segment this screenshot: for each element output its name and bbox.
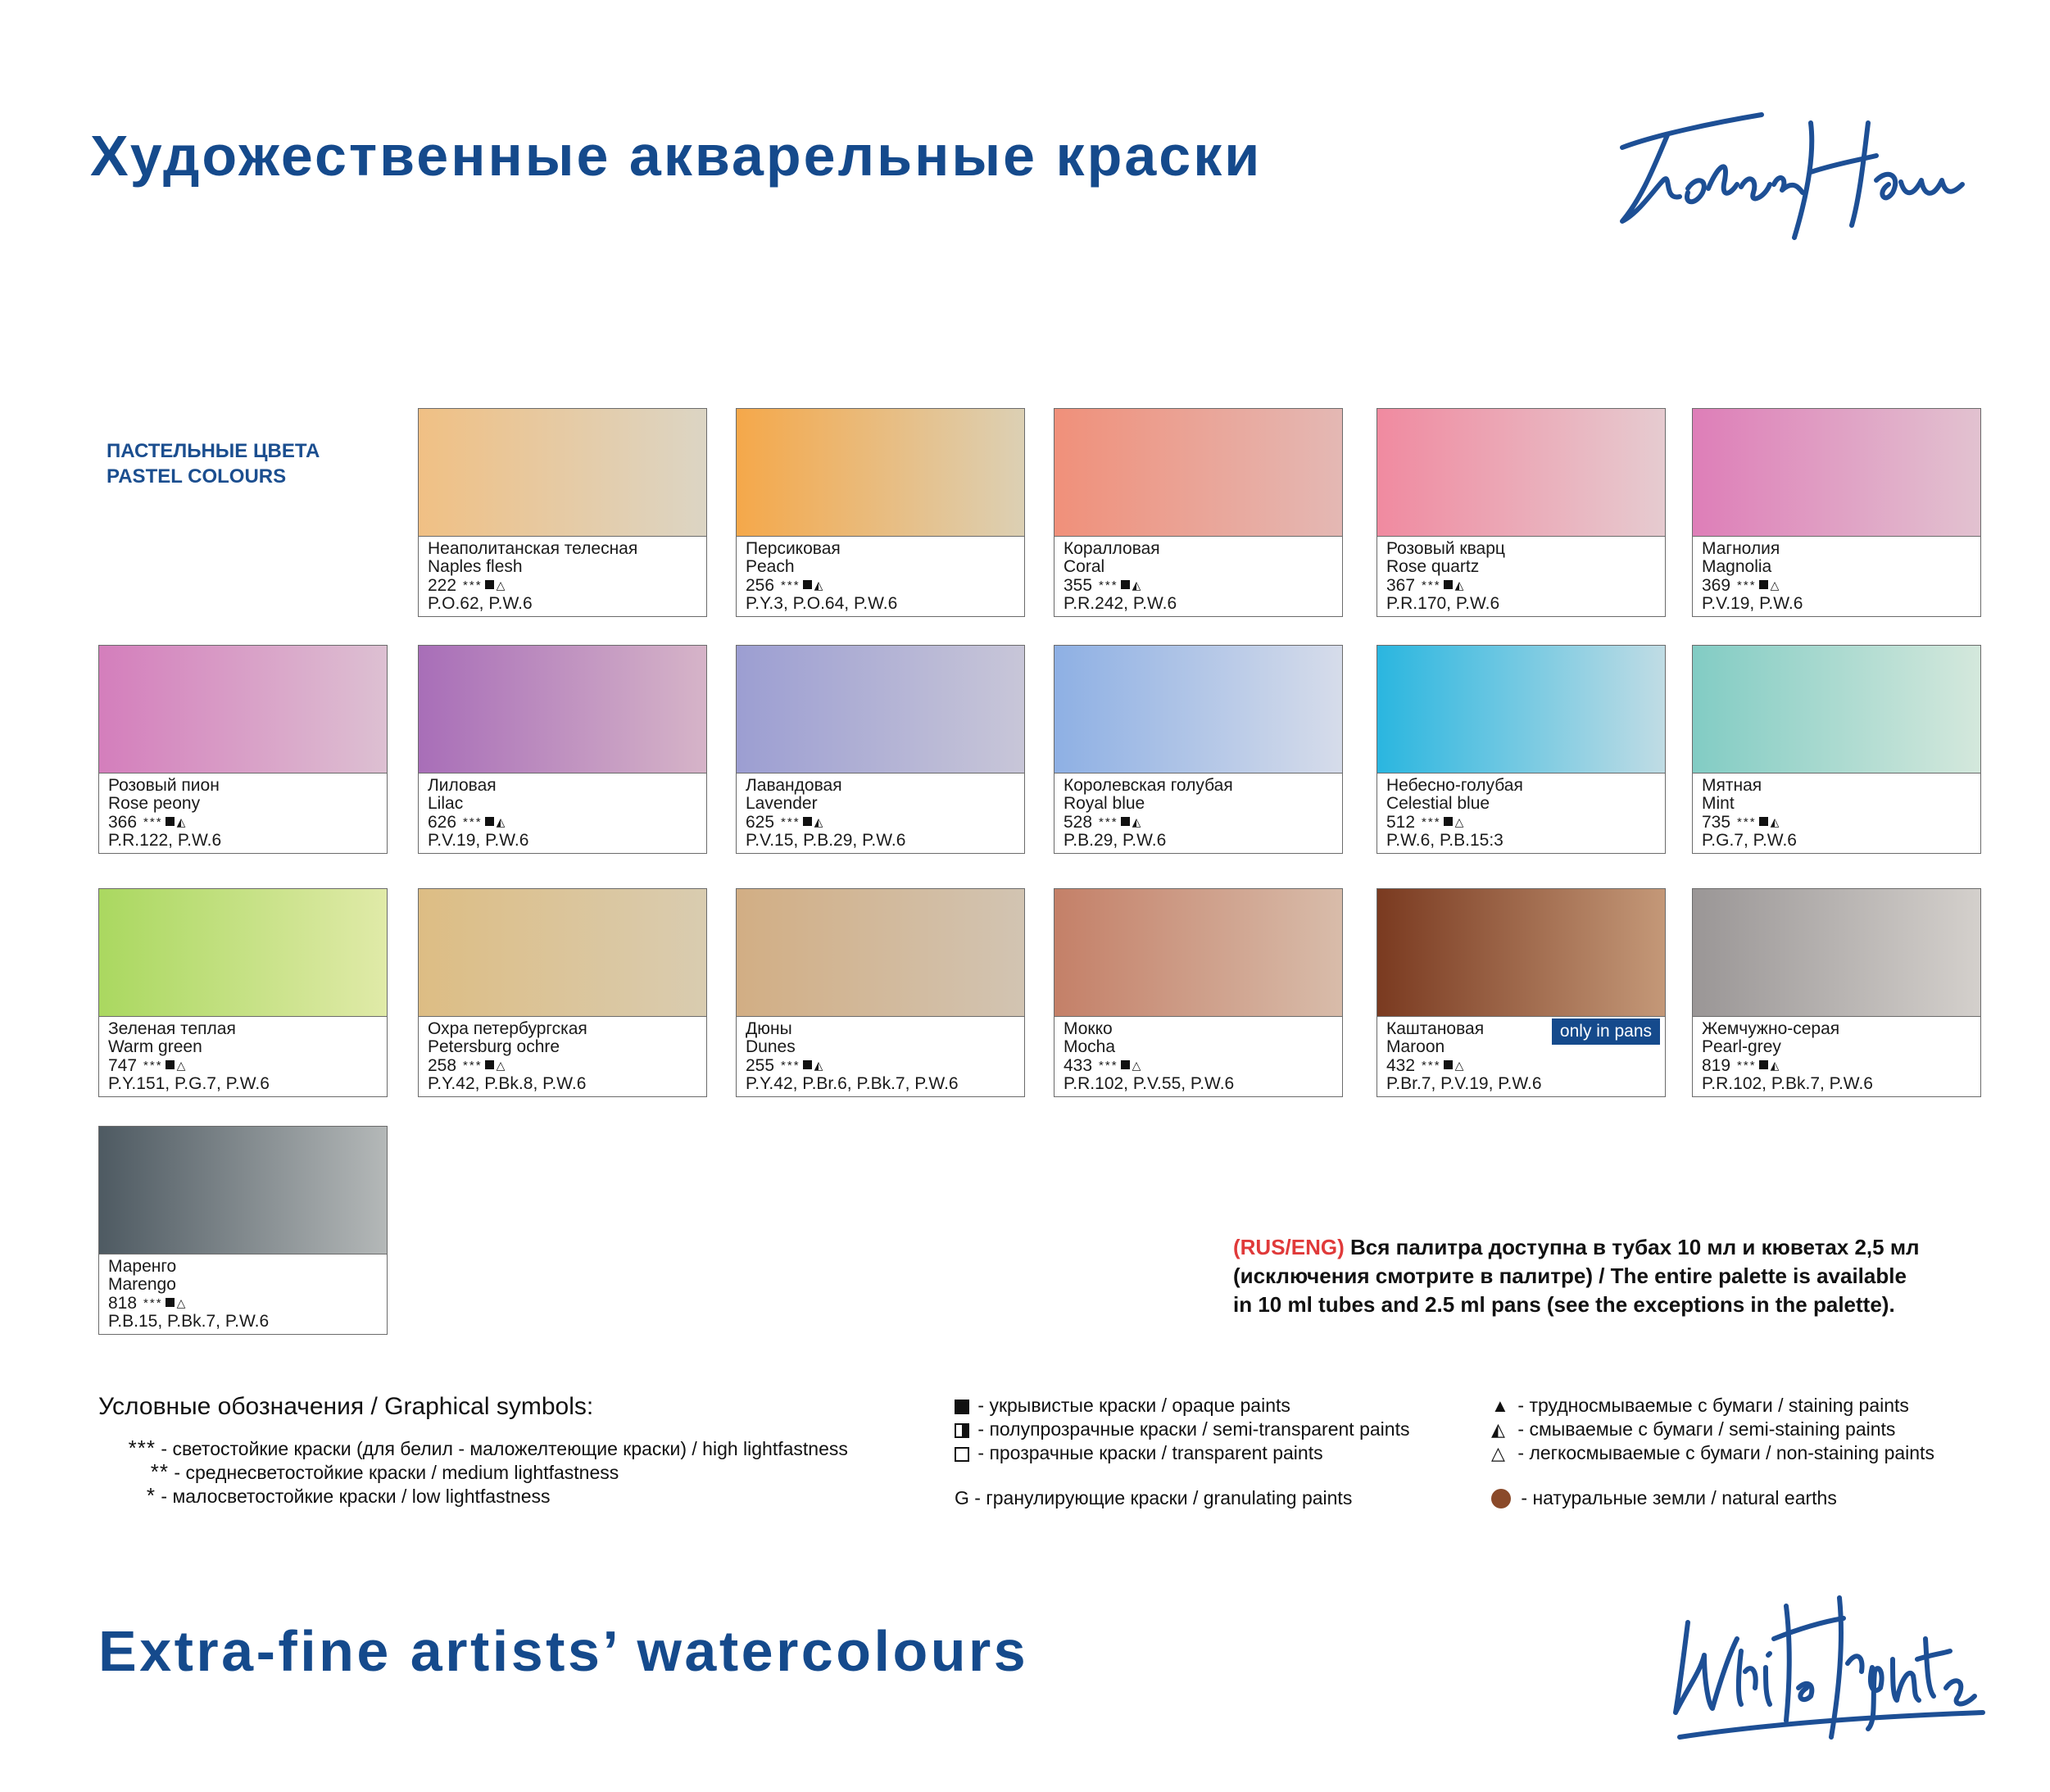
paint-code: 512 (1386, 813, 1416, 832)
lightfastness-stars-icon: *** (463, 815, 483, 829)
legend-lightfastness-high (115, 1436, 848, 1461)
paint-pigments: P.Y.151, P.G.7, P.W.6 (108, 1075, 270, 1093)
lightfastness-stars-icon: *** (1737, 1059, 1757, 1073)
paint-name-ru: Охра петербургская (428, 1020, 587, 1038)
color-swatch-paint (1054, 889, 1342, 1017)
color-swatch-paint (1693, 646, 1980, 774)
paint-code: 255 (746, 1056, 775, 1075)
paint-name-ru: Небесно-голубая (1386, 777, 1523, 795)
opaque-square-icon (485, 817, 494, 826)
paint-name-en: Mocha (1064, 1038, 1116, 1056)
paint-pigments: P.B.15, P.Bk.7, P.W.6 (108, 1313, 270, 1331)
paint-pigments: P.Y.3, P.O.64, P.W.6 (746, 595, 898, 613)
swatch-info (428, 540, 701, 613)
swatch-info (1064, 1020, 1337, 1093)
transparent-square-icon (955, 1447, 969, 1462)
non-staining-triangle-icon: △ (1454, 1059, 1466, 1072)
legend-text: - светостойкие краски (для белил - маложелтеющие краски) / high lightfastness (156, 1438, 848, 1459)
color-swatch-card (1376, 888, 1666, 1097)
lightfastness-stars-icon: *** (1422, 578, 1441, 592)
paint-name-en: Coral (1064, 558, 1105, 576)
paint-pigments: P.R.170, P.W.6 (1386, 595, 1500, 613)
paint-pigments: P.R.242, P.W.6 (1064, 595, 1177, 613)
legend-natural-earths (1491, 1487, 1837, 1509)
paint-pigments: P.R.102, P.V.55, P.W.6 (1064, 1075, 1235, 1093)
non-staining-triangle-icon: △ (176, 1296, 188, 1309)
paint-code: 735 (1702, 813, 1731, 832)
color-swatch-paint (99, 1127, 387, 1254)
paint-name-en: Mint (1702, 795, 1735, 813)
color-swatch-paint (419, 889, 706, 1017)
paint-pigments: P.Y.42, P.Bk.8, P.W.6 (428, 1075, 587, 1093)
lightfastness-stars-icon: *** (463, 1059, 483, 1073)
semi-staining-triangle-icon: ◭ (1454, 578, 1466, 592)
paint-name-en: Rose quartz (1386, 558, 1480, 576)
color-swatch-card (1692, 408, 1981, 617)
legend-text: - укрывистые краски / opaque paints (973, 1395, 1290, 1416)
color-swatch-card (98, 888, 388, 1097)
swatch-info (1386, 540, 1660, 613)
paint-name-en: Pearl-grey (1702, 1038, 1781, 1056)
paint-code: 367 (1386, 576, 1416, 595)
semi-staining-triangle-icon: ◭ (1770, 1059, 1781, 1072)
swatch-info (746, 540, 1019, 613)
color-swatch-paint (1377, 409, 1665, 537)
paint-symbols (463, 1056, 506, 1075)
opaque-square-icon (1759, 580, 1768, 589)
paint-name-ru: Лиловая (428, 777, 497, 795)
opaque-square-icon (803, 817, 812, 826)
swatch-info (1064, 777, 1337, 850)
lightfastness-stars-icon: *** (463, 578, 483, 592)
color-swatch-card (1376, 408, 1666, 617)
color-swatch-card (736, 408, 1025, 617)
legend-lightfastness-medium (115, 1459, 619, 1485)
color-swatch-paint (1377, 646, 1665, 774)
swatch-info (1064, 540, 1337, 613)
paint-name-ru: Розовый пион (108, 777, 220, 795)
brand-signature-logo-ru (1606, 90, 1966, 254)
paint-name-ru: Мокко (1064, 1020, 1113, 1038)
non-staining-triangle-icon: △ (1454, 815, 1466, 828)
paint-symbols (143, 813, 187, 832)
opaque-square-icon (955, 1400, 969, 1414)
paint-code: 355 (1064, 576, 1093, 595)
swatch-info (746, 777, 1019, 850)
paint-name-ru: Жемчужно-серая (1702, 1020, 1840, 1038)
legend-text: гранулирующие краски / granulating paints (980, 1487, 1353, 1508)
opaque-square-icon (1444, 1060, 1453, 1069)
lightfastness-stars-icon: *** (143, 1059, 163, 1073)
page-title-en: Extra-fine artists’ watercolours (98, 1619, 1029, 1683)
non-staining-triangle-icon: △ (1132, 1059, 1143, 1072)
semi-staining-triangle-icon: ◭ (1491, 1419, 1505, 1440)
lightfastness-stars-icon: *** (1422, 1059, 1441, 1073)
semi-staining-triangle-icon: ◭ (1132, 578, 1143, 592)
paint-code: 432 (1386, 1056, 1416, 1075)
legend-text: - малосветостойкие краски / low lightfastness (156, 1486, 551, 1507)
lightfastness-stars-icon: *** (1422, 815, 1441, 829)
semi-staining-triangle-icon: ◭ (814, 1059, 825, 1072)
paint-code-row (108, 1056, 382, 1075)
swatch-info (108, 777, 382, 850)
opaque-square-icon (1759, 817, 1768, 826)
paint-name-ru: Мятная (1702, 777, 1762, 795)
legend-semi-staining (1491, 1418, 1895, 1440)
opaque-square-icon (1121, 580, 1130, 589)
paint-code: 626 (428, 813, 457, 832)
opaque-square-icon (1759, 1060, 1768, 1069)
opaque-square-icon (1121, 817, 1130, 826)
paint-code-row (1064, 813, 1337, 832)
semi-staining-triangle-icon: ◭ (176, 815, 188, 828)
paint-name-en: Lavender (746, 795, 818, 813)
paint-code-row (1386, 576, 1660, 595)
paint-symbols (1737, 576, 1780, 595)
color-swatch-card (98, 1126, 388, 1335)
paint-code-row (108, 1294, 382, 1313)
legend-text: - смываемые с бумаги / semi-staining paints (1513, 1418, 1896, 1440)
lightfastness-stars-icon: *** (1737, 578, 1757, 592)
color-swatch-card (736, 645, 1025, 854)
swatch-info (108, 1020, 382, 1093)
lightfastness-stars-icon: *** (1099, 578, 1118, 592)
paint-code: 819 (1702, 1056, 1731, 1075)
paint-symbols (143, 1294, 187, 1313)
paint-code: 625 (746, 813, 775, 832)
semi-transparent-square-icon (955, 1423, 969, 1438)
paint-code: 747 (108, 1056, 138, 1075)
paint-code: 433 (1064, 1056, 1093, 1075)
paint-code-row (746, 576, 1019, 595)
semi-staining-triangle-icon: ◭ (496, 815, 507, 828)
paint-symbols (1737, 813, 1780, 832)
color-swatch-card (1376, 645, 1666, 854)
opaque-square-icon (485, 580, 494, 589)
swatch-info (1386, 777, 1660, 850)
natural-earth-dot-icon (1491, 1489, 1511, 1508)
paint-pigments: P.W.6, P.B.15:3 (1386, 832, 1503, 850)
paint-code: 818 (108, 1294, 138, 1313)
paint-pigments: P.R.102, P.Bk.7, P.W.6 (1702, 1075, 1873, 1093)
paint-symbols (1737, 1056, 1780, 1075)
color-swatch-card (736, 888, 1025, 1097)
swatch-info (428, 777, 701, 850)
lightfastness-stars-icon: *** (1099, 1059, 1118, 1073)
color-swatch-paint (737, 409, 1024, 537)
opaque-square-icon (485, 1060, 494, 1069)
color-swatch-paint (737, 646, 1024, 774)
legend-lightfastness-low (115, 1483, 551, 1508)
paint-symbols (781, 576, 824, 595)
color-swatch-paint (1054, 646, 1342, 774)
paint-symbols (1422, 576, 1465, 595)
lightfastness-stars-icon: *** (781, 1059, 800, 1073)
paint-code-row (1702, 576, 1975, 595)
swatch-info (428, 1020, 701, 1093)
semi-staining-triangle-icon: ◭ (1770, 815, 1781, 828)
paint-name-ru: Маренго (108, 1258, 177, 1276)
paint-name-en: Naples flesh (428, 558, 523, 576)
color-swatch-card (1692, 645, 1981, 854)
color-swatch-card (1054, 645, 1343, 854)
paint-code-row (1386, 1056, 1660, 1075)
paint-symbols (1099, 576, 1142, 595)
semi-staining-triangle-icon: ◭ (1132, 815, 1143, 828)
swatch-info (1702, 777, 1975, 850)
legend-text: - легкосмываемые с бумаги / non-staining paints (1513, 1442, 1934, 1463)
paint-code-row (1702, 1056, 1975, 1075)
staining-triangle-icon: ▲ (1491, 1395, 1509, 1416)
paint-name-ru: Неаполитанская телесная (428, 540, 638, 558)
legend-text: - полупрозрачные краски / semi-transparent paints (973, 1418, 1410, 1440)
non-staining-triangle-icon: △ (1770, 578, 1781, 592)
opaque-square-icon (1444, 580, 1453, 589)
color-swatch-card (1054, 408, 1343, 617)
paint-name-ru: Дюны (746, 1020, 792, 1038)
semi-staining-triangle-icon: ◭ (814, 578, 825, 592)
paint-code-row (428, 813, 701, 832)
color-swatch-card (1054, 888, 1343, 1097)
color-swatch-paint (1693, 889, 1980, 1017)
opaque-square-icon (1121, 1060, 1130, 1069)
legend-opaque (955, 1395, 1290, 1417)
paint-name-ru: Магнолия (1702, 540, 1780, 558)
legend-heading: Условные обозначения / Graphical symbols: (98, 1393, 594, 1420)
legend-text: - среднесветостойкие краски / medium lightfastness (169, 1462, 619, 1483)
paint-pigments: P.V.19, P.W.6 (1702, 595, 1803, 613)
color-swatch-paint (1693, 409, 1980, 537)
lightfastness-stars-icon: *** (143, 1296, 163, 1310)
color-swatch-paint (1377, 889, 1665, 1017)
color-swatch-paint (99, 889, 387, 1017)
paint-name-ru: Королевская голубая (1064, 777, 1233, 795)
availability-line-2: (исключения смотрите в палитре) / The entire palette is available (1233, 1263, 1907, 1288)
paint-code-row (428, 576, 701, 595)
paint-name-ru: Каштановая (1386, 1020, 1485, 1038)
opaque-square-icon (166, 817, 175, 826)
lightfastness-stars-icon: *** (1737, 815, 1757, 829)
paint-code: 256 (746, 576, 775, 595)
paint-name-en: Marengo (108, 1276, 176, 1294)
paint-symbols (781, 1056, 824, 1075)
color-swatch-card (418, 888, 707, 1097)
opaque-square-icon (166, 1060, 175, 1069)
legend-transparent (955, 1442, 1323, 1464)
paint-name-en: Celestial blue (1386, 795, 1490, 813)
paint-code: 528 (1064, 813, 1093, 832)
color-swatch-card (418, 408, 707, 617)
legend-staining (1491, 1395, 1909, 1417)
paint-name-ru: Зеленая теплая (108, 1020, 236, 1038)
legend-text: - прозрачные краски / transparent paints (973, 1442, 1323, 1463)
paint-code-row (108, 813, 382, 832)
paint-name-en: Warm green (108, 1038, 202, 1056)
legend-non-staining (1491, 1442, 1934, 1464)
color-swatch-paint (1054, 409, 1342, 537)
non-staining-triangle-icon: △ (496, 1059, 507, 1072)
color-swatch-paint (737, 889, 1024, 1017)
paint-pigments: P.Br.7, P.V.19, P.W.6 (1386, 1075, 1542, 1093)
availability-lang-tag: (RUS/ENG) (1233, 1235, 1345, 1259)
color-swatch-paint (99, 646, 387, 774)
page-title: Художественные акварельные краски (90, 124, 1263, 188)
opaque-square-icon (803, 1060, 812, 1069)
swatch-info (1702, 1020, 1975, 1093)
non-staining-triangle-icon: △ (176, 1059, 188, 1072)
lightfastness-stars-icon: *** (781, 815, 800, 829)
paint-pigments: P.R.122, P.W.6 (108, 832, 222, 850)
section-label-ru: ПАСТЕЛЬНЫЕ ЦВЕТА (107, 440, 320, 462)
color-swatch-card (98, 645, 388, 854)
legend-text: - трудносмываемые с бумаги / staining paints (1513, 1395, 1909, 1416)
paint-code-row (1064, 1056, 1337, 1075)
swatch-info (108, 1258, 382, 1331)
stars-3-icon: *** (128, 1436, 156, 1460)
paint-name-en: Peach (746, 558, 795, 576)
paint-pigments: P.G.7, P.W.6 (1702, 832, 1797, 850)
paint-code: 366 (108, 813, 138, 832)
paint-symbols (143, 1056, 187, 1075)
paint-name-ru: Персиковая (746, 540, 841, 558)
stars-2-icon: ** (150, 1459, 169, 1484)
paint-symbols (1099, 1056, 1142, 1075)
legend-granulating (955, 1487, 1352, 1509)
color-swatch-card (1692, 888, 1981, 1097)
paint-name-ru: Лавандовая (746, 777, 842, 795)
paint-pigments: P.V.19, P.W.6 (428, 832, 529, 850)
paint-name-en: Rose peony (108, 795, 201, 813)
legend-semi-transparent (955, 1418, 1409, 1440)
paint-symbols (1422, 1056, 1465, 1075)
section-label (107, 438, 320, 489)
paint-symbols (463, 576, 506, 595)
paint-code: 369 (1702, 576, 1731, 595)
availability-note (1233, 1233, 1971, 1319)
paint-code: 258 (428, 1056, 457, 1075)
non-staining-triangle-icon: △ (1491, 1443, 1505, 1463)
paint-pigments: P.O.62, P.W.6 (428, 595, 533, 613)
paint-name-ru: Коралловая (1064, 540, 1160, 558)
paint-code-row (1064, 576, 1337, 595)
brand-signature-logo-en (1663, 1573, 1991, 1753)
paint-symbols (781, 813, 824, 832)
opaque-square-icon (1444, 817, 1453, 826)
color-swatch-paint (419, 646, 706, 774)
swatch-info (1702, 540, 1975, 613)
opaque-square-icon (803, 580, 812, 589)
lightfastness-stars-icon: *** (1099, 815, 1118, 829)
paint-name-en: Magnolia (1702, 558, 1772, 576)
paint-symbols (1099, 813, 1142, 832)
paint-name-en: Royal blue (1064, 795, 1145, 813)
paint-code-row (1386, 813, 1660, 832)
only-in-pans-badge: only in pans (1552, 1018, 1660, 1045)
paint-code-row (746, 1056, 1019, 1075)
lightfastness-stars-icon: *** (781, 578, 800, 592)
swatch-info (746, 1020, 1019, 1093)
paint-pigments: P.Y.42, P.Br.6, P.Bk.7, P.W.6 (746, 1075, 959, 1093)
paint-code: 222 (428, 576, 457, 595)
paint-pigments: P.B.29, P.W.6 (1064, 832, 1167, 850)
paint-code-row (746, 813, 1019, 832)
paint-name-en: Dunes (746, 1038, 796, 1056)
section-label-en: PASTEL COLOURS (107, 465, 287, 488)
color-swatch-paint (419, 409, 706, 537)
availability-line-3: in 10 ml tubes and 2.5 ml pans (see the exceptions in the palette). (1233, 1292, 1895, 1317)
paint-symbols (463, 813, 506, 832)
opaque-square-icon (166, 1298, 175, 1307)
granulating-symbol: G - (955, 1487, 981, 1508)
paint-symbols (1422, 813, 1465, 832)
availability-line-1: Вся палитра доступна в тубах 10 мл и кюветах 2,5 мл (1344, 1235, 1920, 1259)
color-swatch-card (418, 645, 707, 854)
legend-text: - натуральные земли / natural earths (1516, 1487, 1837, 1508)
paint-code-row (1702, 813, 1975, 832)
paint-code-row (428, 1056, 701, 1075)
paint-name-en: Maroon (1386, 1038, 1445, 1056)
paint-name-en: Lilac (428, 795, 464, 813)
paint-name-en: Petersburg ochre (428, 1038, 560, 1056)
paint-name-ru: Розовый кварц (1386, 540, 1505, 558)
stars-1-icon: * (146, 1483, 156, 1508)
lightfastness-stars-icon: *** (143, 815, 163, 829)
semi-staining-triangle-icon: ◭ (814, 815, 825, 828)
non-staining-triangle-icon: △ (496, 578, 507, 592)
paint-pigments: P.V.15, P.B.29, P.W.6 (746, 832, 906, 850)
